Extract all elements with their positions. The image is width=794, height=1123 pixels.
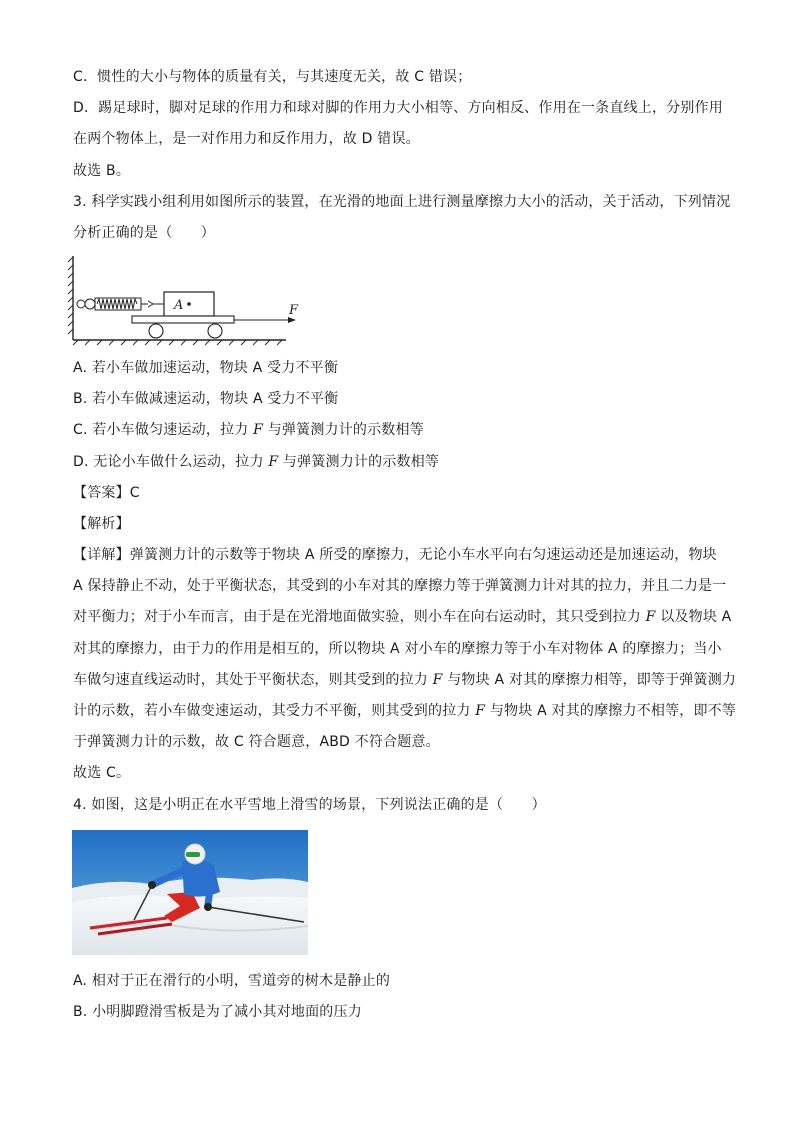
q3-stem-line-1: 3. 科学实践小组利用如图所示的装置，在光滑的地面上进行测量摩擦力大小的活动，关于活动，下列情况 — [73, 194, 731, 210]
q3-apparatus-figure — [68, 254, 304, 346]
q4-stem: 4. 如图，这是小明正在水平雪地上滑雪的场景，下列说法正确的是（ ） — [73, 797, 546, 813]
block-a-dot — [187, 302, 191, 306]
prev-choose: 故选 B。 — [73, 163, 131, 179]
q4-option-b: B. 小明脚蹬滑雪板是为了减小其对地面的压力 — [73, 1004, 362, 1020]
arm-right — [208, 876, 212, 904]
cart-wheel-left — [149, 324, 163, 338]
goggles — [186, 852, 200, 857]
force-label: F — [289, 303, 299, 318]
cart-board — [132, 316, 234, 323]
wall-hatching — [68, 257, 73, 334]
prev-option-d-analysis-2: 在两个物体上，是一对作用力和反作用力，故 D 错误。 — [73, 131, 420, 147]
q3-stem-line-2: 分析正确的是（ ） — [73, 225, 215, 241]
prev-option-d-analysis-1: D．踢足球时，脚对足球的作用力和球对脚的作用力大小相等、方向相反、作用在一条直线上，分别作用 — [73, 100, 723, 116]
prev-option-c-analysis: C．惯性的大小与物体的质量有关，与其速度无关，故 C 错误； — [73, 69, 472, 85]
q3-detail-line-6: 计的示数，若小车做变速运动，其受力不平衡，则其受到的拉力 F 与物块 A 对其的摩擦力不相等，即不等 — [73, 703, 737, 719]
q3-answer: 【答案】C — [73, 485, 140, 501]
q3-option-d: D. 无论小车做什么运动，拉力 F 与弹簧测力计的示数相等 — [73, 454, 440, 470]
q4-skiing-photo — [72, 830, 308, 955]
q3-option-b: B. 若小车做减速运动，物块 A 受力不平衡 — [73, 391, 339, 407]
q3-option-c: C. 若小车做匀速运动，拉力 F 与弹簧测力计的示数相等 — [73, 422, 424, 438]
q3-detail-line-3: 对平衡力；对于小车而言，由于是在光滑地面做实验，则小车在向右运动时，其只受到拉力 F 以及物块 A — [73, 609, 732, 625]
ground-hatching — [73, 340, 282, 345]
spring-scale — [77, 298, 164, 310]
q3-detail-line-4: 对其的摩擦力，由于力的作用是相互的，所以物块 A 对小车的摩擦力等于小车对物体 A 的摩擦力；当小 — [73, 641, 722, 657]
q3-choose: 故选 C。 — [73, 765, 131, 781]
cart-wheel-right — [208, 324, 222, 338]
q3-detail-line-1: 【详解】弹簧测力计的示数等于物块 A 所受的摩擦力，无论小车水平向右匀速运动还是加速运动，物块 — [73, 547, 717, 563]
q3-detail-line-7: 于弹簧测力计的示数，故 C 符合题意，ABD 不符合题意。 — [73, 734, 440, 750]
q3-option-a: A. 若小车做加速运动，物块 A 受力不平衡 — [73, 360, 339, 376]
q3-detail-line-2: A 保持静止不动，处于平衡状态，其受到的小车对其的摩擦力等于弹簧测力计对其的拉力，并且二力是一 — [73, 578, 727, 594]
q4-option-a: A. 相对于正在滑行的小明，雪道旁的树木是静止的 — [73, 973, 391, 989]
block-a-label: A — [174, 298, 184, 313]
q3-analysis-title: 【解析】 — [73, 516, 130, 532]
q3-detail-line-5: 车做匀速直线运动时，其处于平衡状态，则其受到的拉力 F 与物块 A 对其的摩擦力相等，即等于弹簧测力 — [73, 672, 737, 688]
